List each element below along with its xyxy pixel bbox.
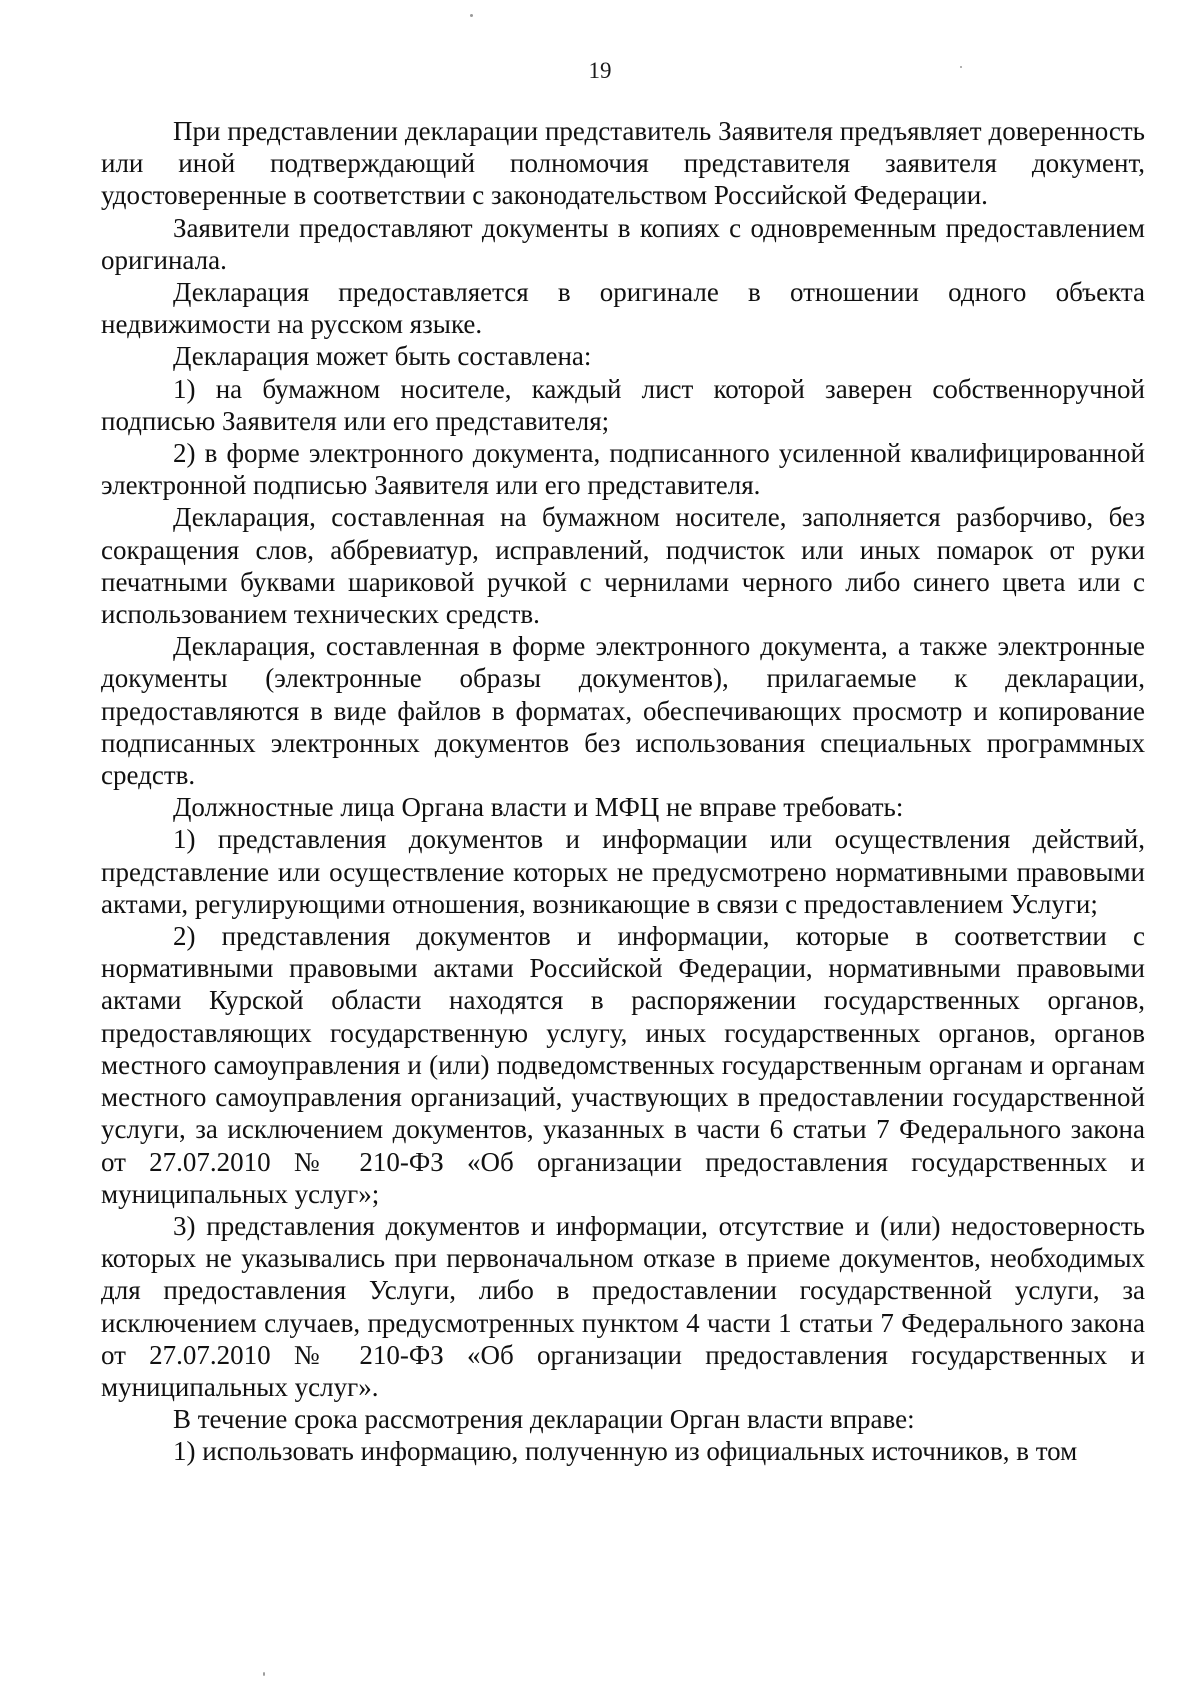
paragraph: При представлении декларации представитель Заявителя предъявляет доверенность или иной подтверждающий полномочия представителя заявителя документ, удостоверенные в соответствии с законодательством Российской Федерации. bbox=[101, 116, 1145, 211]
scan-speck bbox=[470, 14, 473, 17]
paragraph: Декларация, составленная на бумажном носителе, заполняется разборчиво, без сокращения слов, аббревиатур, исправлений, подчисток или иных помарок от руки печатными буквами шариковой ручкой с чернилами черного либо синего цвета или с использованием технических средств. bbox=[101, 502, 1145, 630]
paragraph: Должностные лица Органа власти и МФЦ не вправе требовать: bbox=[173, 792, 904, 823]
paragraph: Декларация может быть составлена: bbox=[173, 341, 592, 372]
list-item: 2) в форме электронного документа, подписанного усиленной квалифицированной электронной подписью Заявителя или его представителя. bbox=[101, 438, 1145, 501]
scan-speck bbox=[960, 66, 962, 68]
document-body bbox=[101, 115, 1145, 1468]
paragraph: В течение срока рассмотрения декларации Орган власти вправе: bbox=[173, 1404, 915, 1435]
scan-speck bbox=[263, 1672, 265, 1676]
paragraph: Декларация, составленная в форме электронного документа, а также электронные документы (электронные образы документов), прилагаемые к декларации, предоставляются в виде файлов в форматах, обеспечивающих просмотр и копирование подписанных электронных документов без использования специальных программных средств. bbox=[101, 631, 1145, 791]
list-item: 1) на бумажном носителе, каждый лист которой заверен собственноручной подписью Заявителя или его представителя; bbox=[101, 373, 1145, 436]
page-number: 19 bbox=[588, 58, 612, 83]
paragraph: Заявители предоставляют документы в копиях с одновременным предоставлением оригинала. bbox=[101, 212, 1145, 275]
paragraph: Декларация предоставляется в оригинале в отношении одного объекта недвижимости на русском языке. bbox=[101, 277, 1145, 340]
list-item: 2) представления документов и информации, которые в соответствии с нормативными правовыми актами Российской Федерации, нормативными правовыми актами Курской области находятся в распоряжении государственных органов, предоставляющих государственную услугу, иных государственных органов, органов местного самоуправления и (или) подведомственных государственным органам и органам местного самоуправления организаций, участвующих в предоставлении государственной услуги, за исключением документов, указанных в части 6 статьи 7 Федерального закона от 27.07.2010 № 210-ФЗ «Об организации предоставления государственных и муниципальных услуг»; bbox=[101, 921, 1145, 1209]
list-item: 1) представления документов и информации или осуществления действий, представление или осуществление которых не предусмотрено нормативными правовыми актами, регулирующими отношения, возникающие в связи с предоставлением Услуги; bbox=[101, 824, 1145, 919]
list-item: 1) использовать информацию, полученную из официальных источников, в том bbox=[173, 1436, 1078, 1467]
list-item: 3) представления документов и информации, отсутствие и (или) недостоверность которых не указывались при первоначальном отказе в приеме документов, необходимых для предоставления Услуги, либо в предоставлении государственной услуги, за исключением случаев, предусмотренных пунктом 4 части 1 статьи 7 Федерального закона от 27.07.2010 № 210-ФЗ «Об организации предоставления государственных и муниципальных услуг». bbox=[101, 1210, 1145, 1402]
